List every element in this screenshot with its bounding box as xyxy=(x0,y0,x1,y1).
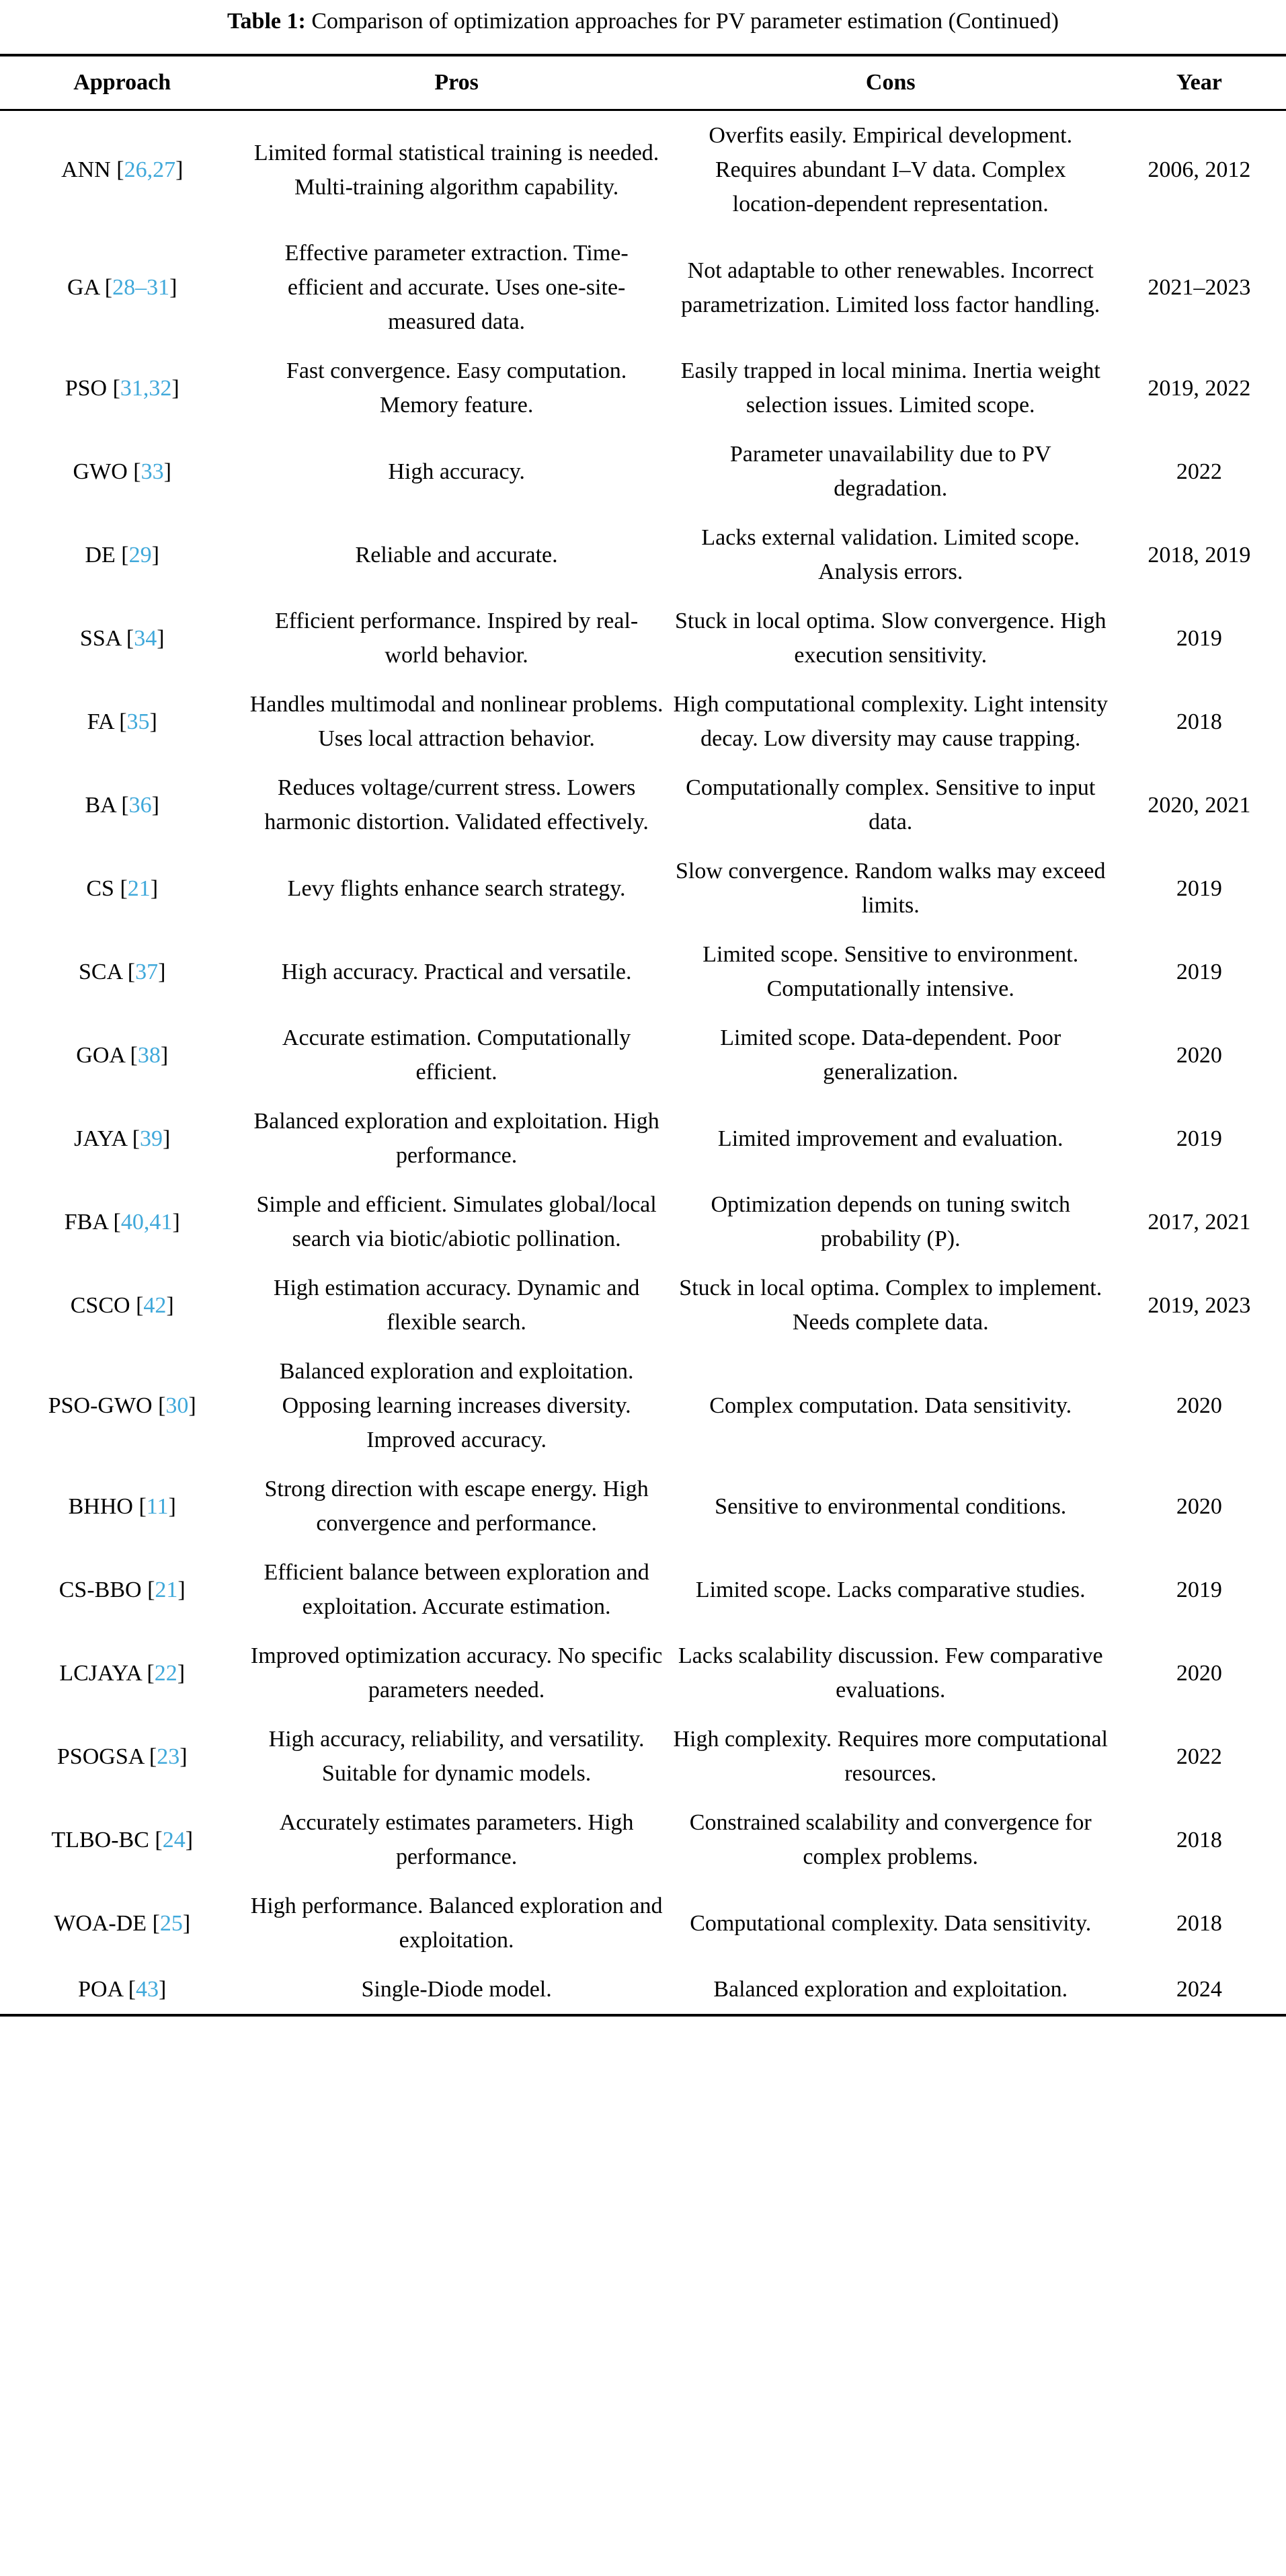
table-row xyxy=(0,1013,1286,1097)
year-cell: 2019 xyxy=(1176,1126,1222,1151)
approach-label: ] xyxy=(163,459,171,484)
approach-cell xyxy=(0,513,244,596)
citation-link[interactable]: 28–31 xyxy=(112,275,170,301)
cons-cell xyxy=(669,1180,1113,1263)
approach-label: ] xyxy=(172,1209,180,1235)
approach-label: GA [ xyxy=(67,275,113,301)
year-cell: 2019 xyxy=(1176,625,1222,651)
approach-label: PSOGSA [ xyxy=(56,1744,157,1769)
header-year: Year xyxy=(1113,55,1286,110)
table-row xyxy=(0,513,1286,596)
pros-cell xyxy=(244,1965,668,2015)
pros-text: Accurate estimation. Computationally efficient. xyxy=(282,1025,631,1085)
citation-link[interactable]: 40,41 xyxy=(120,1209,173,1235)
approach-label: ] xyxy=(151,792,159,818)
approach-cell xyxy=(0,1263,244,1347)
cons-cell xyxy=(669,1263,1113,1347)
pros-text: Fast convergence. Easy computation. Memory feature. xyxy=(286,358,627,418)
pros-text: Limited formal statistical training is needed. Multi-training algorithm capability. xyxy=(253,140,659,200)
cons-text: Limited scope. Lacks comparative studies. xyxy=(695,1577,1086,1602)
table-row xyxy=(0,1881,1286,1965)
approach-label: GWO [ xyxy=(73,459,141,484)
pros-cell xyxy=(244,1465,668,1548)
table-row xyxy=(0,930,1286,1013)
approach-label: JAYA [ xyxy=(74,1126,140,1151)
pros-cell xyxy=(244,763,668,847)
approach-cell xyxy=(0,1881,244,1965)
cons-text: Easily trapped in local minima. Inertia weight selection issues. Limited scope. xyxy=(680,358,1100,418)
pros-text: Balanced exploration and exploitation. High performance. xyxy=(253,1109,659,1169)
cons-text: Lacks scalability discussion. Few comparative evaluations. xyxy=(678,1643,1103,1703)
citation-link[interactable]: 38 xyxy=(137,1042,161,1068)
cons-text: Parameter unavailability due to PV degradation. xyxy=(729,442,1051,502)
approach-label: ] xyxy=(159,1977,167,2002)
cons-text: Limited scope. Sensitive to environment. Computationally intensive. xyxy=(702,942,1079,1002)
cons-cell xyxy=(669,680,1113,763)
approach-label: GOA [ xyxy=(76,1042,138,1068)
pros-cell xyxy=(244,346,668,430)
table-row xyxy=(0,1548,1286,1631)
year-cell: 2017, 2021 xyxy=(1148,1209,1251,1235)
header-approach: Approach xyxy=(0,55,244,110)
cons-text: Stuck in local optima. Complex to implement. Needs complete data. xyxy=(679,1276,1102,1335)
approach-cell xyxy=(0,229,244,346)
cons-cell xyxy=(669,1798,1113,1881)
table-row xyxy=(0,1097,1286,1180)
pros-text: High accuracy. xyxy=(388,459,525,484)
header-row xyxy=(0,55,1286,110)
table-row xyxy=(0,1715,1286,1798)
citation-link[interactable]: 30 xyxy=(165,1393,189,1419)
year-cell: 2019 xyxy=(1176,959,1222,984)
approach-cell xyxy=(0,596,244,680)
header-pros: Pros xyxy=(244,55,668,110)
year-cell: 2019 xyxy=(1176,1577,1222,1602)
table-row xyxy=(0,1180,1286,1263)
cons-cell xyxy=(669,847,1113,930)
approach-cell xyxy=(0,110,244,229)
approach-label: BHHO [ xyxy=(68,1493,147,1519)
year-cell: 2006, 2012 xyxy=(1148,157,1251,183)
cons-cell xyxy=(669,1465,1113,1548)
approach-label: ] xyxy=(160,1042,169,1068)
cons-cell xyxy=(669,930,1113,1013)
approach-label: CS [ xyxy=(86,875,128,901)
year-cell: 2020 xyxy=(1176,1493,1222,1519)
approach-label: FBA [ xyxy=(64,1209,121,1235)
pros-text: High accuracy. Practical and versatile. xyxy=(281,959,632,984)
citation-link[interactable]: 35 xyxy=(126,709,150,734)
citation-link[interactable]: 36 xyxy=(128,792,152,818)
pros-text: Strong direction with escape energy. High convergence and performance. xyxy=(264,1477,649,1536)
pros-cell xyxy=(244,1798,668,1881)
table-row xyxy=(0,1347,1286,1465)
citation-link[interactable]: 21 xyxy=(127,875,151,901)
approach-cell xyxy=(0,346,244,430)
citation-link[interactable]: 42 xyxy=(143,1292,167,1318)
year-cell: 2020 xyxy=(1176,1042,1222,1068)
approach-cell xyxy=(0,930,244,1013)
table-row xyxy=(0,346,1286,430)
pros-cell xyxy=(244,680,668,763)
cons-text: Lacks external validation. Limited scope. Analysis errors. xyxy=(701,525,1080,585)
table-row xyxy=(0,1263,1286,1347)
approach-cell xyxy=(0,1013,244,1097)
citation-link[interactable]: 25 xyxy=(159,1910,183,1936)
approach-label: ] xyxy=(185,1827,194,1852)
cons-cell xyxy=(669,1347,1113,1465)
table-row xyxy=(0,229,1286,346)
table-row xyxy=(0,763,1286,847)
citation-link[interactable]: 26,27 xyxy=(124,157,176,183)
citation-link[interactable]: 31,32 xyxy=(120,375,172,401)
cons-text: Balanced exploration and exploitation. xyxy=(713,1977,1068,2002)
approach-cell xyxy=(0,1548,244,1631)
approach-label: ] xyxy=(188,1393,196,1419)
pros-text: Effective parameter extraction. Time-efficient and accurate. Uses one-site-measured data. xyxy=(284,241,629,335)
cons-text: Computationally complex. Sensitive to input data. xyxy=(686,775,1096,835)
approach-cell xyxy=(0,1965,244,2015)
year-cell: 2020, 2021 xyxy=(1148,792,1251,818)
pros-cell xyxy=(244,1263,668,1347)
approach-label: ] xyxy=(158,959,166,984)
approach-label: POA [ xyxy=(78,1977,136,2002)
year-cell: 2018, 2019 xyxy=(1148,542,1251,568)
cons-cell xyxy=(669,430,1113,513)
approach-label: ] xyxy=(163,1126,171,1151)
cons-cell xyxy=(669,763,1113,847)
pros-cell xyxy=(244,847,668,930)
approach-cell xyxy=(0,763,244,847)
approach-label: DE [ xyxy=(85,542,129,568)
cons-text: Overfits easily. Empirical development. Requires abundant I–V data. Complex location-dependent representation. xyxy=(709,123,1073,217)
cons-cell xyxy=(669,1631,1113,1715)
cons-text: Optimization depends on tuning switch probability (P). xyxy=(711,1192,1070,1252)
cons-cell xyxy=(669,1013,1113,1097)
approach-cell xyxy=(0,1631,244,1715)
citation-link[interactable]: 11 xyxy=(146,1493,169,1519)
cons-text: High complexity. Requires more computational resources. xyxy=(673,1727,1108,1787)
pros-text: Simple and efficient. Simulates global/local search via biotic/abiotic pollination. xyxy=(256,1192,657,1252)
cons-cell xyxy=(669,1965,1113,2015)
pros-text: Balanced exploration and exploitation. Opposing learning increases diversity. Improved accuracy. xyxy=(279,1359,634,1453)
pros-cell xyxy=(244,1097,668,1180)
year-cell: 2024 xyxy=(1176,1977,1222,2002)
cons-cell xyxy=(669,346,1113,430)
citation-link[interactable]: 24 xyxy=(162,1827,186,1852)
table-row xyxy=(0,1798,1286,1881)
approach-cell xyxy=(0,680,244,763)
pros-cell xyxy=(244,1548,668,1631)
pros-cell xyxy=(244,1013,668,1097)
cons-text: Complex computation. Data sensitivity. xyxy=(709,1393,1072,1419)
header-cons: Cons xyxy=(669,55,1113,110)
citation-link[interactable]: 22 xyxy=(154,1660,177,1686)
approach-cell xyxy=(0,1715,244,1798)
approach-label: ] xyxy=(168,1493,176,1519)
year-cell: 2019 xyxy=(1176,875,1222,901)
pros-cell xyxy=(244,1347,668,1465)
approach-label: ] xyxy=(182,1910,191,1936)
year-cell: 2019, 2022 xyxy=(1148,375,1251,401)
year-cell: 2018 xyxy=(1176,1827,1222,1852)
pros-cell xyxy=(244,930,668,1013)
year-cell: 2020 xyxy=(1176,1660,1222,1686)
citation-link[interactable]: 21 xyxy=(155,1577,178,1602)
cons-text: Slow convergence. Random walks may exceed limits. xyxy=(675,859,1106,919)
approach-label: ] xyxy=(169,275,177,301)
table-row xyxy=(0,680,1286,763)
pros-text: Single-Diode model. xyxy=(361,1977,552,2002)
pros-cell xyxy=(244,1180,668,1263)
approach-label: FA [ xyxy=(87,709,127,734)
pros-cell xyxy=(244,1881,668,1965)
cons-text: Stuck in local optima. Slow convergence. High execution sensitivity. xyxy=(675,609,1107,668)
pros-text: Efficient balance between exploration and exploitation. Accurate estimation. xyxy=(264,1560,649,1620)
year-cell: 2018 xyxy=(1176,709,1222,734)
pros-text: Improved optimization accuracy. No specific parameters needed. xyxy=(250,1643,663,1703)
pros-cell xyxy=(244,1631,668,1715)
table-row xyxy=(0,1965,1286,2015)
approach-label: SCA [ xyxy=(79,959,136,984)
pros-text: High estimation accuracy. Dynamic and flexible search. xyxy=(273,1276,640,1335)
pros-cell xyxy=(244,229,668,346)
cons-text: Limited scope. Data-dependent. Poor generalization. xyxy=(720,1025,1061,1085)
cons-text: Constrained scalability and convergence for complex problems. xyxy=(689,1810,1092,1870)
approach-cell xyxy=(0,1180,244,1263)
approach-label: CSCO [ xyxy=(70,1292,144,1318)
approach-label: TLBO-BC [ xyxy=(51,1827,163,1852)
approach-label: ] xyxy=(157,625,165,651)
approach-cell xyxy=(0,1097,244,1180)
year-cell: 2020 xyxy=(1176,1393,1222,1419)
cons-text: Computational complexity. Data sensitivity. xyxy=(690,1910,1092,1936)
approach-cell xyxy=(0,847,244,930)
citation-link[interactable]: 37 xyxy=(135,959,159,984)
table-caption xyxy=(13,7,1273,36)
cons-text: Not adaptable to other renewables. Incorrect parametrization. Limited loss factor handling. xyxy=(681,258,1100,317)
approach-label: ] xyxy=(151,542,159,568)
cons-cell xyxy=(669,1548,1113,1631)
table-row xyxy=(0,110,1286,229)
year-cell: 2021–2023 xyxy=(1148,275,1251,301)
approach-label: SSA [ xyxy=(79,625,134,651)
table-caption-label: Table 1: xyxy=(227,9,306,34)
citation-link[interactable]: 33 xyxy=(140,459,164,484)
pros-text: Reliable and accurate. xyxy=(355,542,558,568)
pros-text: High accuracy, reliability, and versatility. Suitable for dynamic models. xyxy=(268,1727,645,1787)
approach-label: ] xyxy=(177,1577,186,1602)
cons-cell xyxy=(669,513,1113,596)
year-cell: 2022 xyxy=(1176,459,1222,484)
cons-cell xyxy=(669,229,1113,346)
table-row xyxy=(0,430,1286,513)
approach-cell xyxy=(0,430,244,513)
table-caption-text: Comparison of optimization approaches for PV parameter estimation (Continued) xyxy=(305,9,1059,34)
table-row xyxy=(0,1465,1286,1548)
approach-label: PSO [ xyxy=(65,375,120,401)
pros-cell xyxy=(244,596,668,680)
approach-label: ] xyxy=(179,1744,188,1769)
cons-text: Sensitive to environmental conditions. xyxy=(715,1493,1067,1519)
table-row xyxy=(0,1631,1286,1715)
approach-cell xyxy=(0,1798,244,1881)
approach-label: ANN [ xyxy=(61,157,124,183)
citation-link[interactable]: 34 xyxy=(134,625,157,651)
year-cell: 2019, 2023 xyxy=(1148,1292,1251,1318)
pros-cell xyxy=(244,430,668,513)
approach-label: LCJAYA [ xyxy=(59,1660,155,1686)
pros-text: Accurately estimates parameters. High performance. xyxy=(279,1810,634,1870)
approach-cell xyxy=(0,1465,244,1548)
cons-cell xyxy=(669,1715,1113,1798)
pros-text: High performance. Balanced exploration and exploitation. xyxy=(250,1894,663,1953)
pros-text: Levy flights enhance search strategy. xyxy=(287,875,626,901)
approach-label: ] xyxy=(175,157,184,183)
year-cell: 2022 xyxy=(1176,1744,1222,1769)
pros-text: Efficient performance. Inspired by real-world behavior. xyxy=(274,609,639,668)
approach-label: ] xyxy=(149,709,157,734)
pros-cell xyxy=(244,513,668,596)
cons-cell xyxy=(669,1097,1113,1180)
pros-text: Handles multimodal and nonlinear problems. Uses local attraction behavior. xyxy=(249,692,664,752)
approach-label: ] xyxy=(150,875,159,901)
approach-label: CS-BBO [ xyxy=(58,1577,155,1602)
pros-cell xyxy=(244,1715,668,1798)
approach-label: ] xyxy=(177,1660,186,1686)
cons-text: High computational complexity. Light intensity decay. Low diversity may cause trapping. xyxy=(673,692,1108,752)
table-row xyxy=(0,596,1286,680)
year-cell: 2018 xyxy=(1176,1910,1222,1936)
approach-cell xyxy=(0,1347,244,1465)
cons-cell xyxy=(669,110,1113,229)
approach-label: ] xyxy=(171,375,179,401)
approach-label: ] xyxy=(166,1292,174,1318)
table-body xyxy=(0,110,1286,2016)
comparison-table xyxy=(0,54,1286,2017)
pros-cell xyxy=(244,110,668,229)
pros-text: Reduces voltage/current stress. Lowers harmonic distortion. Validated effectively. xyxy=(264,775,649,835)
table-row xyxy=(0,847,1286,930)
cons-cell xyxy=(669,596,1113,680)
cons-cell xyxy=(669,1881,1113,1965)
approach-label: WOA-DE [ xyxy=(54,1910,160,1936)
citation-link[interactable]: 39 xyxy=(140,1126,163,1151)
cons-text: Limited improvement and evaluation. xyxy=(717,1126,1063,1151)
citation-link[interactable]: 43 xyxy=(136,1977,159,2002)
citation-link[interactable]: 29 xyxy=(128,542,152,568)
citation-link[interactable]: 23 xyxy=(157,1744,180,1769)
approach-label: BA [ xyxy=(85,792,129,818)
approach-label: PSO-GWO [ xyxy=(48,1393,166,1419)
